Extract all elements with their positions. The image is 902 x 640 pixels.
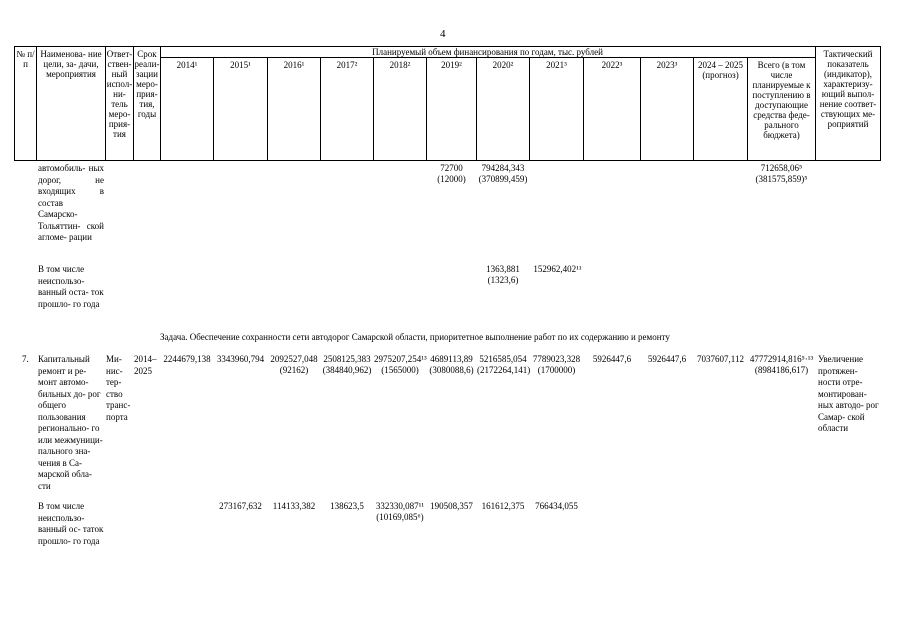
row-7-2014: 2244679,138 xyxy=(163,354,211,364)
header-year-2022: 2022³ xyxy=(601,60,623,70)
header-no: № п/п xyxy=(16,49,35,69)
row-7-2024: 7037607,112 xyxy=(697,354,744,364)
row-b-name: В том числе неиспользо- ванный оста- ток прошло- го года xyxy=(38,264,104,309)
header-year-2020: 2020² xyxy=(492,60,514,70)
row-7b-2021: 766434,055 xyxy=(535,501,578,511)
row-b-2021: 152962,402¹¹ xyxy=(533,264,582,274)
header-year-2017: 2017² xyxy=(336,60,358,70)
header-term: Срок реали- зации меро- прия- тия, годы xyxy=(134,49,160,119)
page-number: 4 xyxy=(440,28,446,40)
row-7-indicator: Увеличение протяжен- ности отре- монтирован- ных автодо- рог Самар- ской области xyxy=(818,354,879,433)
row-a-name: автомобиль- ных дорог, не входящих в состав Самарско- Тольяттин- ской агломе- рации xyxy=(38,163,104,242)
row-7b-2018: 332330,087¹¹ (10169,085⁶) xyxy=(375,501,425,522)
header-year-2019: 2019² xyxy=(441,60,462,70)
row-7-2016: 2092527,048 (92162) xyxy=(270,354,318,375)
row-7-number: 7. xyxy=(22,354,29,364)
row-a-total: 712658,06⁵ (381575,859)⁵ xyxy=(755,163,808,184)
row-7b-2019: 190508,357 xyxy=(430,501,473,511)
header-responsible: Ответ- ствен- ный испол- ни- тель меро- прия- тия xyxy=(106,49,133,139)
row-7b-2017: 138623,5 xyxy=(330,501,364,511)
row-7-name: Капитальный ремонт и ре- монт автомо- бильных до- рог общего пользования регионально- го или межмуници- пального зна- чения в Са- марской обла- сти xyxy=(38,354,103,491)
row-7-responsible: Ми- нис- тер- ство транс- порта xyxy=(106,354,131,422)
header-year-2023: 2023³ xyxy=(656,60,678,70)
row-7b-2015: 273167,632 xyxy=(219,501,262,511)
row-7-2022: 5926447,6 xyxy=(592,354,632,364)
row-7-2020: 5216585,054 (2172264,141) xyxy=(477,354,531,375)
row-7-2021: 7789023,328 (1700000) xyxy=(532,354,581,375)
header-year-2014: 2014¹ xyxy=(176,60,198,70)
header-2024-2025: 2024 – 2025 (прогноз) xyxy=(698,60,743,80)
row-7-2018: 2975207,254¹³ (1565000) xyxy=(374,354,427,375)
header-total: Всего (в том числе планируемые к поступлению в доступающие средства феде- рального бюджета) xyxy=(752,60,811,140)
header-funding-title: Планируемый объем финансирования по годам, тыс. рублей xyxy=(372,47,603,57)
row-7-2017: 2508125,383 (384840,962) xyxy=(322,354,372,375)
row-7b-2020: 161612,375 xyxy=(481,501,525,511)
row-7b-2016: 114133,382 xyxy=(272,501,316,511)
row-7b-name: В том числе неиспользо- ванный ос- таток прошло- го года xyxy=(38,501,104,546)
row-7-2015: 3343960,794 xyxy=(216,354,265,364)
task-heading: Задача. Обеспечение сохранности сети автодорог Самарской области, приоритетное выполнение работ по их содержанию и ремонту xyxy=(160,332,670,342)
row-7-total: 47772914,816⁵·¹³ (8984186,617) xyxy=(749,354,814,375)
row-a-2019: 72700 (12000) xyxy=(437,163,466,184)
row-a-2020: 794284,343 (370899,459) xyxy=(478,163,528,184)
header-indicator: Тактический показатель (индикатор), характеризу- ющий выпол- нение соответ- ствующих ме- роприятий xyxy=(819,49,877,129)
header-year-2021: 2021³ xyxy=(546,60,567,70)
row-b-2020: 1363,881 (1323,6) xyxy=(486,264,520,285)
row-7-2023: 5926447,6 xyxy=(647,354,687,364)
header-name: Наименова- ние цели, за- дачи, мероприятия xyxy=(40,49,102,79)
row-7-2019: 4689113,89 (3080088,6) xyxy=(429,354,474,375)
header-year-2015: 2015¹ xyxy=(230,60,251,70)
header-year-2018: 2018² xyxy=(389,60,411,70)
header-year-2016: 2016¹ xyxy=(283,60,305,70)
row-7-term: 2014– 2025 xyxy=(134,354,157,376)
